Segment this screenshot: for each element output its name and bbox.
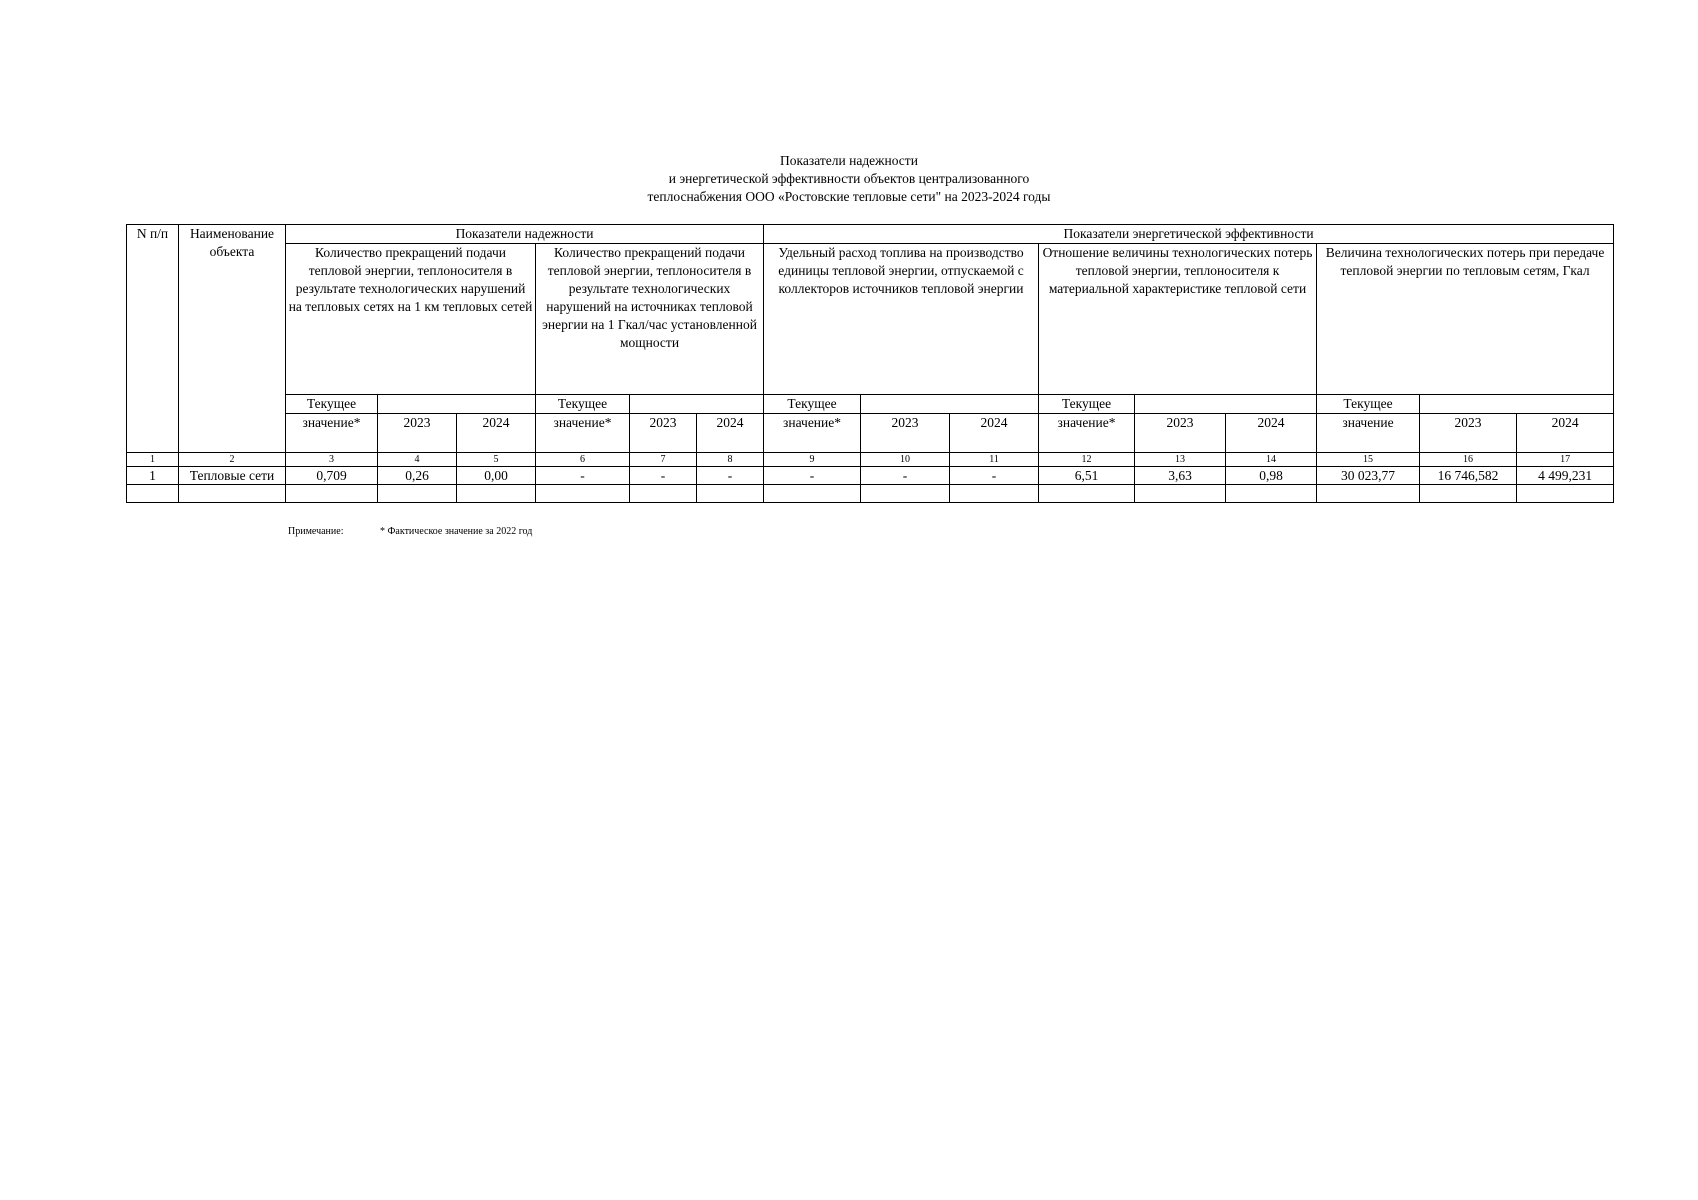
indicator-2-year-2023: 2023 <box>630 414 697 453</box>
indicator-3-current-label-top: Текущее <box>764 395 861 414</box>
indicator-5-year-2024: 2024 <box>1517 414 1614 453</box>
column-number: 10 <box>861 453 950 467</box>
header-subcolumn-row <box>127 395 1614 414</box>
row-value: - <box>950 467 1039 485</box>
empty-row <box>127 485 1614 503</box>
indicator-1-heading: Количество прекращений подачи тепловой энергии, теплоносителя в результате технологических нарушений на тепловых сетях на 1 км тепловых сетей <box>286 244 536 395</box>
empty-cell <box>950 485 1039 503</box>
column-number: 13 <box>1135 453 1226 467</box>
empty-cell <box>286 485 378 503</box>
header-efficiency-group: Показатели энергетической эффективности <box>764 225 1614 244</box>
row-value: - <box>764 467 861 485</box>
column-number: 5 <box>457 453 536 467</box>
column-number: 1 <box>127 453 179 467</box>
indicator-5-heading: Величина технологических потерь при передаче тепловой энергии по тепловым сетям, Гкал <box>1317 244 1614 395</box>
indicator-5-years-spacer <box>1420 395 1614 414</box>
empty-cell <box>861 485 950 503</box>
column-number: 6 <box>536 453 630 467</box>
column-number-row <box>127 453 1614 467</box>
indicator-3-year-2024: 2024 <box>950 414 1039 453</box>
header-group-row <box>127 225 1614 244</box>
row-value: 30 023,77 <box>1317 467 1420 485</box>
row-value: 3,63 <box>1135 467 1226 485</box>
row-value: - <box>630 467 697 485</box>
empty-cell <box>378 485 457 503</box>
indicator-4-current-label-bottom: значение* <box>1039 414 1135 453</box>
indicator-2-current-label-top: Текущее <box>536 395 630 414</box>
row-value: - <box>697 467 764 485</box>
row-value: - <box>536 467 630 485</box>
empty-cell <box>1135 485 1226 503</box>
note-label: Примечание: <box>288 526 344 537</box>
indicator-1-year-2023: 2023 <box>378 414 457 453</box>
row-value: 0,709 <box>286 467 378 485</box>
column-number: 2 <box>179 453 286 467</box>
row-value: 4 499,231 <box>1517 467 1614 485</box>
row-value: 0,00 <box>457 467 536 485</box>
indicator-3-current-label-bottom: значение* <box>764 414 861 453</box>
title-line-3: теплоснабжения ООО «Ростовские тепловые сети" на 2023-2024 годы <box>647 189 1051 204</box>
empty-cell <box>1420 485 1517 503</box>
empty-cell <box>1517 485 1614 503</box>
table-row <box>127 467 1614 485</box>
row-value: 16 746,582 <box>1420 467 1517 485</box>
column-number: 12 <box>1039 453 1135 467</box>
column-number: 9 <box>764 453 861 467</box>
indicator-4-year-2023: 2023 <box>1135 414 1226 453</box>
header-np: N п/п <box>127 225 179 453</box>
column-number: 3 <box>286 453 378 467</box>
empty-cell <box>179 485 286 503</box>
column-number: 8 <box>697 453 764 467</box>
empty-cell <box>764 485 861 503</box>
column-number: 16 <box>1420 453 1517 467</box>
indicator-4-year-2024: 2024 <box>1226 414 1317 453</box>
column-number: 15 <box>1317 453 1420 467</box>
empty-cell <box>1317 485 1420 503</box>
empty-cell <box>630 485 697 503</box>
indicators-table <box>126 224 1614 503</box>
empty-cell <box>1039 485 1135 503</box>
indicator-1-years-spacer <box>378 395 536 414</box>
indicator-2-year-2024: 2024 <box>697 414 764 453</box>
header-reliability-group: Показатели надежности <box>286 225 764 244</box>
indicator-4-heading: Отношение величины технологических потерь тепловой энергии, теплоносителя к материальной характеристике тепловой сети <box>1039 244 1317 395</box>
indicator-4-current-label-top: Текущее <box>1039 395 1135 414</box>
header-year-row <box>127 414 1614 453</box>
empty-cell <box>697 485 764 503</box>
indicator-3-year-2023: 2023 <box>861 414 950 453</box>
title-line-1: Показатели надежности <box>780 153 918 168</box>
indicator-5-current-label-bottom: значение <box>1317 414 1420 453</box>
empty-cell <box>536 485 630 503</box>
row-value: 0,98 <box>1226 467 1317 485</box>
indicator-2-current-label-bottom: значение* <box>536 414 630 453</box>
indicator-5-year-2023: 2023 <box>1420 414 1517 453</box>
empty-cell <box>457 485 536 503</box>
indicator-2-years-spacer <box>630 395 764 414</box>
empty-cell <box>127 485 179 503</box>
column-number: 11 <box>950 453 1039 467</box>
note-text: * Фактическое значение за 2022 год <box>380 526 533 537</box>
empty-cell <box>1226 485 1317 503</box>
column-number: 14 <box>1226 453 1317 467</box>
row-object-name: Тепловые сети <box>179 467 286 485</box>
indicator-1-current-label-top: Текущее <box>286 395 378 414</box>
column-number: 4 <box>378 453 457 467</box>
indicator-2-heading: Количество прекращений подачи тепловой энергии, теплоносителя в результате технологических нарушений на источниках тепловой энергии на 1 Гкал/час установленной мощности <box>536 244 764 395</box>
header-indicator-row <box>127 244 1614 395</box>
title-line-2: и энергетической эффективности объектов централизованного <box>668 171 1030 186</box>
column-number: 7 <box>630 453 697 467</box>
header-object-name: Наименование объекта <box>179 225 286 453</box>
row-value: 0,26 <box>378 467 457 485</box>
row-np: 1 <box>127 467 179 485</box>
indicator-3-heading: Удельный расход топлива на производство единицы тепловой энергии, отпускаемой с коллекторов источников тепловой энергии <box>764 244 1039 395</box>
row-value: 6,51 <box>1039 467 1135 485</box>
indicator-1-year-2024: 2024 <box>457 414 536 453</box>
indicator-5-current-label-top: Текущее <box>1317 395 1420 414</box>
column-number: 17 <box>1517 453 1614 467</box>
indicator-4-years-spacer <box>1135 395 1317 414</box>
document-title <box>0 152 1698 206</box>
row-value: - <box>861 467 950 485</box>
indicator-3-years-spacer <box>861 395 1039 414</box>
indicator-1-current-label-bottom: значение* <box>286 414 378 453</box>
